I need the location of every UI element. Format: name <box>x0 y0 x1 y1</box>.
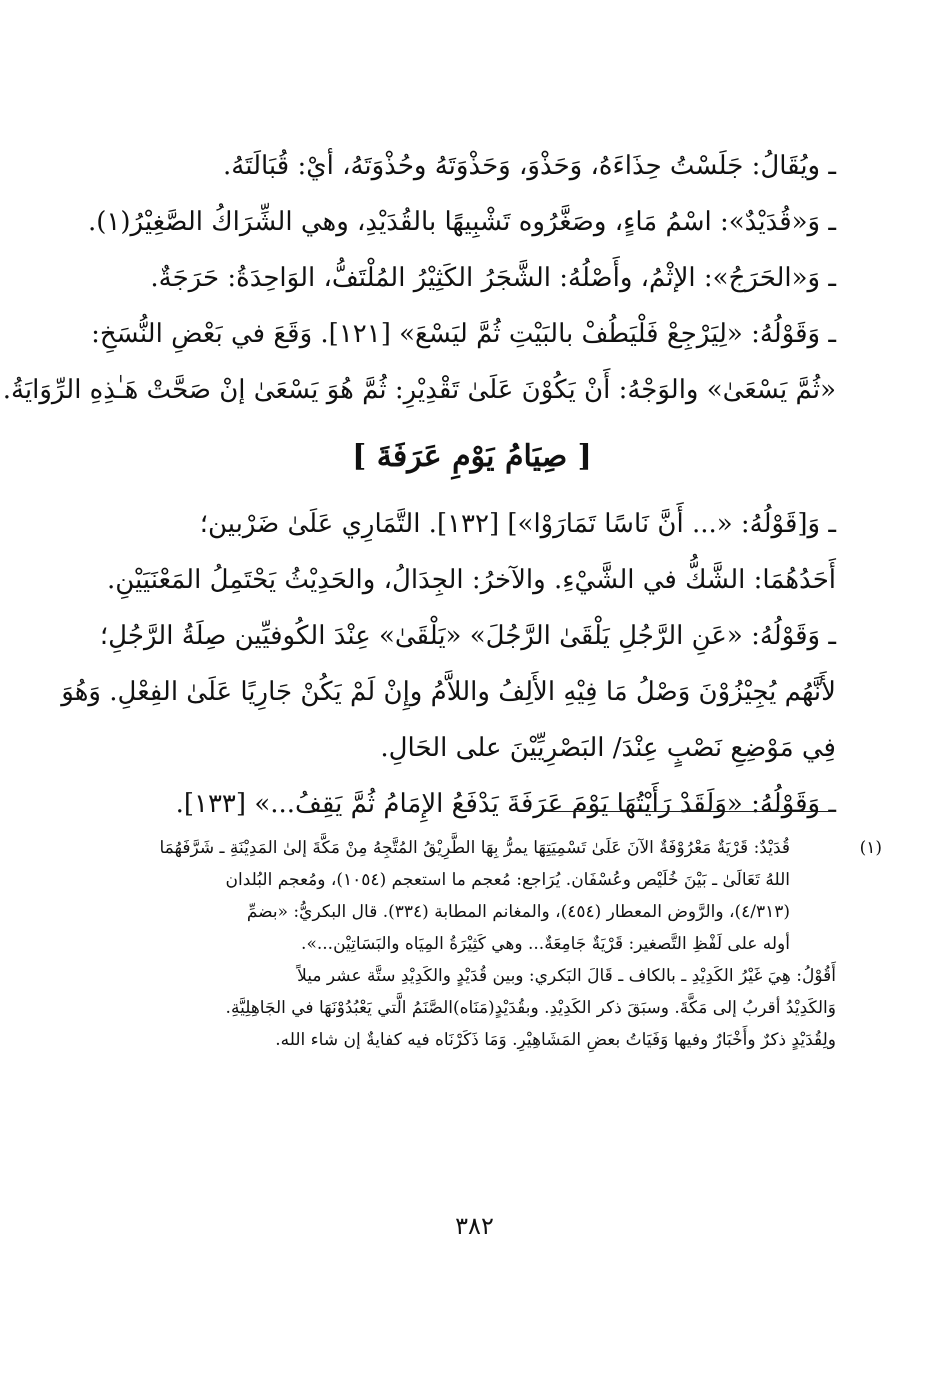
main-text <box>2 138 836 832</box>
text-line: ـ وَ«الحَرَجُ»: الإثْمُ، وأَصْلُهُ: الشَّجَرُ الكَثِيْرُ المُلْتَفُّ، الوَاحِدَةُ: حَرَجَةٌ. <box>150 263 836 293</box>
text-line: لأَنَّهُم يُجِيْزُوْنَ وَصْلُ مَا فِيْهِ الأَلِفُ واللاَّمُ وإِنْ لَمْ يَكُنْ جَارِيًا عَلَىٰ الفِعْلِ. وَهُوَ <box>61 677 836 707</box>
footnote-line: أوله على لَفْظِ التَّصغير: قَرْيَةٌ جَامِعَةٌ... وهي كَثِيْرَةُ المِيَاه والبَسَاتِيْن...». <box>301 934 790 954</box>
footnote-divider <box>541 811 836 812</box>
text-line: ـ وَ[قَوْلُهُ: «... أَنَّ نَاسًا تَمَارَوْا»] [١٣٢]. التَّمَارِي عَلَىٰ ضَرْبين؛ <box>199 509 836 539</box>
text-line: ـ وَ«قُدَيْدٌ»: اسْمُ مَاءٍ، وصَغَّرُوه تَشْبِيهًا بالقُدَيْدِ، وهي الشِّرَاكُ الصَّغِيْرُ(١). <box>88 207 836 237</box>
footnote-marker: (١) <box>859 838 882 858</box>
footnote-line: وَالكَدِيْدُ أقربُ إلى مَكَّةَ. وسبَقَ ذكر الكَدِيْدِ. وبقُدَيْدٍ(مَنَاه)الصَّنَمُ الَّتي يَعْبُدُوْنَهَا في الجَاهِلِيَّةِ. <box>225 998 836 1018</box>
footnote-line: (٤/٣١٣)، والرَّوض المعطار (٤٥٤)، والمغانم المطابة (٣٣٤). قال البكريُّ: «بضمِّ <box>246 902 790 922</box>
footnotes <box>108 832 882 1056</box>
text-line: «ثُمَّ يَسْعَىٰ» والوَجْهُ: أَنْ يَكُوْنَ عَلَىٰ تَقْدِيْرِ: ثُمَّ هُوَ يَسْعَىٰ إنْ صَحَّتْ هَـٰذِهِ الرِّوَايَةُ. <box>2 375 836 405</box>
text-line: ـ وَقَوْلُهُ: «وَلَقَدْ رَأَيْتُهَا يَوْمَ عَرَفَةَ يَدْفَعُ الإِمَامُ ثُمَّ يَقِفُ...» [١٣٣]. <box>175 789 836 819</box>
footnote-line: اللهُ تَعَالَىٰ ـ بَيْنَ خُلَيْص وعُسْفَان. يُرَاجع: مُعجم ما استعجم (١٠٥٤)، ومُعجم البُلدان <box>225 870 790 890</box>
text-line: أَحَدُهُمَا: الشَّكُّ في الشَّيْءِ. والآخرُ: الجِدَالُ، والحَدِيْثُ يَحْتَمِلُ المَعْنَيَيْنِ. <box>106 565 836 595</box>
text-line: ـ وَقَوْلُهُ: «عَنِ الرَّجُلِ يَلْقَىٰ الرَّجُلَ» «يَلْقَىٰ» عِنْدَ الكُوفيِّين صِلَةُ الرَّجُلِ؛ <box>99 621 836 651</box>
text-line: ـ وَقَوْلُهُ: «لِيَرْجِعْ فَلْيَطُفْ بالبَيْتِ ثُمَّ ليَسْعَ» [١٢١]. وَقَعَ في بَعْضِ النُّسَخِ: <box>91 319 836 349</box>
text-line: ـ ويُقَالُ: جَلَسْتُ حِذَاءَهُ، وَحَذْوَ، وَحَذْوَتَهُ وحُذْوَتَهُ، أيْ: قُبَالَتَهُ. <box>223 151 836 181</box>
section-heading: [ صِيَامُ يَوْمِ عَرَفَةَ ] <box>352 439 592 474</box>
page-number: ٣٨٢ <box>455 1212 494 1240</box>
footnote-line <box>108 832 882 864</box>
footnote-line: أَقُوْلُ: هِيَ غَيْرُ الكَدِيْدِ ـ بالكاف ـ قَالَ البَكري: وبين قُدَيْدٍ والكَدِيْدِ ستَّة عشر ميلاً <box>297 966 836 986</box>
footnote-text: قُدَيْدٌ: قَرْيَةٌ مَعْرُوْفَةٌ الآنَ عَلَىٰ تَسْمِيَتِهَا يمرُّ بِهَا الطَّرِيْقُ المُتَّجِهُ مِنْ مَكَّةَ إلىٰ المَدِيْنَةِ ـ شَرَّفَهُمَا <box>159 838 790 858</box>
footnote-line: ولِقُدَيْدٍ ذكرٌ وأَخْبَارٌ وفيها وَفَيَاتُ بعضِ المَشَاهِيْرِ. وَمَا ذَكَرْنَاه فيه كفايةٌ إن شاء الله. <box>275 1030 836 1050</box>
text-line: فِي مَوْضِعِ نَصْبٍ عِنْدَ/ البَصْرِيِّيْنَ على الحَالِ. <box>380 733 836 763</box>
